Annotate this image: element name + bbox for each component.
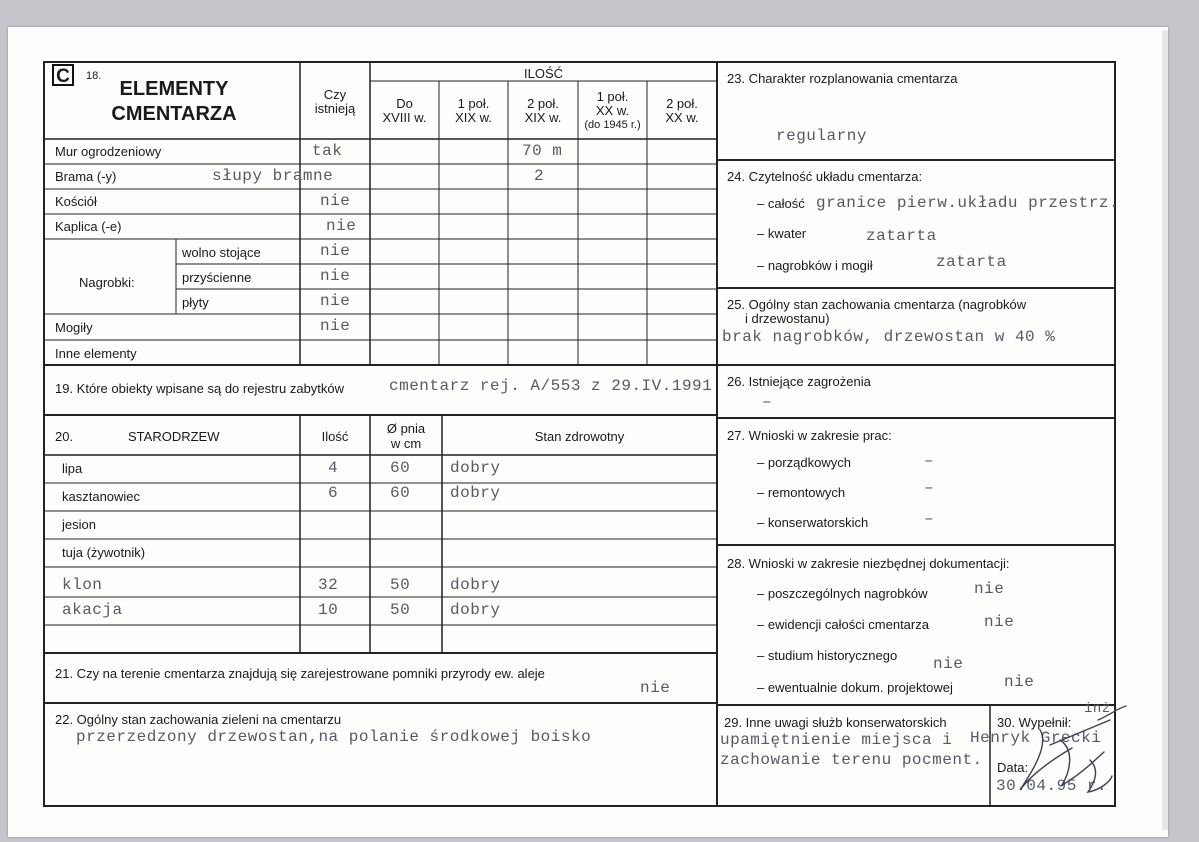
col-pnia-l2: w cm <box>390 436 422 451</box>
tree-dia-lipa: 60 <box>390 459 411 477</box>
section-21-value: nie <box>640 679 671 697</box>
tree-dia-klon: 50 <box>390 576 411 594</box>
section-19-value: cmentarz rej. A/553 z 29.IV.1991 <box>389 377 713 395</box>
section-letter-box: C <box>52 64 74 86</box>
section-20-number: 20. <box>55 429 74 444</box>
przyscienne-value: nie <box>320 267 351 285</box>
section-24-label: 24. Czytelność układu cmentarza: <box>727 169 923 184</box>
col-ilosc-trees: Ilość <box>321 429 349 444</box>
tree-state-klon: dobry <box>450 576 501 594</box>
s28-studium-value: nie <box>933 655 964 673</box>
tree-name-akacja: akacja <box>62 601 123 619</box>
row-przyscienne-label: przyścienne <box>182 270 252 285</box>
s28-ewidencji-label: – ewidencji całości cmentarza <box>757 617 929 632</box>
tree-qty-kasztanowiec: 6 <box>328 484 339 502</box>
col-1pol-xix-l1: 1 poł. <box>457 96 490 111</box>
row-mur-label: Mur ogrodzeniowy <box>55 144 162 159</box>
mur-2pol-xix-value: 70 m <box>522 142 563 160</box>
section-30-prefix: inż. <box>1084 701 1120 717</box>
section-30-name: Henryk Grecki <box>970 729 1102 747</box>
section-18-title-line1: ELEMENTY <box>119 78 229 100</box>
s24-calosc-label: – całość <box>757 196 805 211</box>
wolno-value: nie <box>320 242 351 260</box>
row-brama-label: Brama (-y) <box>55 169 117 184</box>
col-do-xviii-l2: XVIII w. <box>382 110 427 125</box>
col-pnia-l1: Ø pnia <box>386 421 426 436</box>
section-21-label: 21. Czy na terenie cmentarza znajdują się zarejestrowane pomniki przyrody ew. aleje <box>55 666 545 681</box>
tree-name-jesion: jesion <box>62 517 96 532</box>
section-30-label: 30. Wypełnił: <box>997 715 1072 730</box>
s28-studium-label: – studium historycznego <box>757 648 898 663</box>
kaplica-value: nie <box>326 217 357 235</box>
s28-nagrobkow-value: nie <box>974 580 1005 598</box>
tree-name-klon: klon <box>62 576 103 594</box>
brama-2pol-xix-value: 2 <box>534 167 545 185</box>
col-2pol-xix-l2: XIX w. <box>524 110 562 125</box>
s27-remontowych-label: – remontowych <box>757 485 846 500</box>
col-1pol-xx-l3: (do 1945 r.) <box>584 119 641 131</box>
col-ilosc-header: ILOŚĆ <box>523 66 563 81</box>
tree-name-kasztanowiec: kasztanowiec <box>62 489 141 504</box>
s24-nagrobkow-value: zatarta <box>936 253 1007 271</box>
section-30-date-label: Data: <box>997 760 1029 775</box>
col-czy-line1: Czy <box>323 87 347 102</box>
tree-name-lipa: lipa <box>62 461 83 476</box>
col-2pol-xx-l1: 2 poł. <box>666 96 698 111</box>
col-1pol-xx-l2: XX w. <box>595 103 630 118</box>
row-nagrobki-label: Nagrobki: <box>79 275 135 290</box>
tree-dia-kasztanowiec: 60 <box>390 484 411 502</box>
s28-nagrobkow-label: – poszczególnych nagrobków <box>757 586 928 601</box>
s28-dokum-value: nie <box>1004 673 1035 691</box>
section-23-value: regularny <box>776 127 867 145</box>
col-1pol-xx-l1: 1 poł. <box>596 89 629 104</box>
section-20-title: STARODRZEW <box>128 429 220 444</box>
section-22-label: 22. Ogólny stan zachowania zieleni na cmentarzu <box>55 712 342 727</box>
col-1pol-xix-l2: XIX w. <box>455 110 492 125</box>
section-26-value: – <box>762 393 773 411</box>
section-29-value-l2: zachowanie terenu pocment. <box>720 751 983 769</box>
tree-qty-klon: 32 <box>318 576 339 594</box>
row-kaplica-label: Kaplica (-e) <box>55 219 122 234</box>
section-29-value-l1: upamiętnienie miejsca i <box>720 731 953 749</box>
section-23-label: 23. Charakter rozplanowania cmentarza <box>727 71 958 86</box>
section-18-number: 18. <box>86 70 102 82</box>
section-25-value: brak nagrobków, drzewostan w 40 % <box>722 328 1056 346</box>
section-27-label: 27. Wnioski w zakresie prac: <box>727 428 892 443</box>
tree-state-kasztanowiec: dobry <box>450 484 501 502</box>
brama-note-value: słupy bramne <box>212 167 334 185</box>
section-25-label-l2: i drzewostanu) <box>745 311 830 326</box>
section-30-date-value: 30.04.95 r. <box>996 777 1108 795</box>
s28-ewidencji-value: nie <box>984 613 1015 631</box>
s27-porzadkowych-value: – <box>924 452 935 470</box>
col-do-xviii-l1: Do <box>396 96 413 111</box>
tree-name-tuja: tuja (żywotnik) <box>62 545 146 560</box>
s27-remontowych-value: – <box>924 479 935 497</box>
col-czy-line2: istnieją <box>314 101 356 116</box>
s24-calosc-value: granice pierw.układu przestrz. <box>816 194 1120 212</box>
s28-dokum-label: – ewentualnie dokum. projektowej <box>757 680 953 695</box>
row-mogily-label: Mogiły <box>55 320 93 335</box>
section-25-label-l1: 25. Ogólny stan zachowania cmentarza (nagrobków <box>727 297 1027 312</box>
row-kosciol-label: Kościół <box>55 194 97 209</box>
row-wolno-label: wolno stojące <box>182 245 261 260</box>
s24-nagrobkow-label: – nagrobków i mogił <box>757 258 873 273</box>
kosciol-value: nie <box>320 192 351 210</box>
section-19-label: 19. Które obiekty wpisane są do rejestru zabytków <box>55 381 345 396</box>
tree-qty-lipa: 4 <box>328 459 339 477</box>
col-2pol-xix-l1: 2 poł. <box>527 96 559 111</box>
section-26-label: 26. Istniejące zagrożenia <box>727 374 871 389</box>
s27-konserwatorskich-label: – konserwatorskich <box>757 515 869 530</box>
s27-porzadkowych-label: – porządkowych <box>757 455 851 470</box>
tree-qty-akacja: 10 <box>318 601 339 619</box>
plyty-value: nie <box>320 292 351 310</box>
section-18-title-line2: CMENTARZA <box>111 103 237 125</box>
mur-czy-value: tak <box>312 142 343 160</box>
col-2pol-xx-l2: XX w. <box>665 110 699 125</box>
tree-state-akacja: dobry <box>450 601 501 619</box>
row-plyty-label: płyty <box>182 295 209 310</box>
col-stan-zdrowotny: Stan zdrowotny <box>534 429 625 444</box>
section-29-label: 29. Inne uwagi służb konserwatorskich <box>724 715 947 730</box>
tree-dia-akacja: 50 <box>390 601 411 619</box>
s24-kwater-value: zatarta <box>866 227 937 245</box>
s27-konserwatorskich-value: – <box>924 510 935 528</box>
mogily-value: nie <box>320 317 351 335</box>
tree-state-lipa: dobry <box>450 459 501 477</box>
row-inne-label: Inne elementy <box>55 346 137 361</box>
s24-kwater-label: – kwater <box>757 226 807 241</box>
section-22-value: przerzedzony drzewostan,na polanie środkowej boisko <box>76 728 592 746</box>
section-28-label: 28. Wnioski w zakresie niezbędnej dokumentacji: <box>727 556 1010 571</box>
